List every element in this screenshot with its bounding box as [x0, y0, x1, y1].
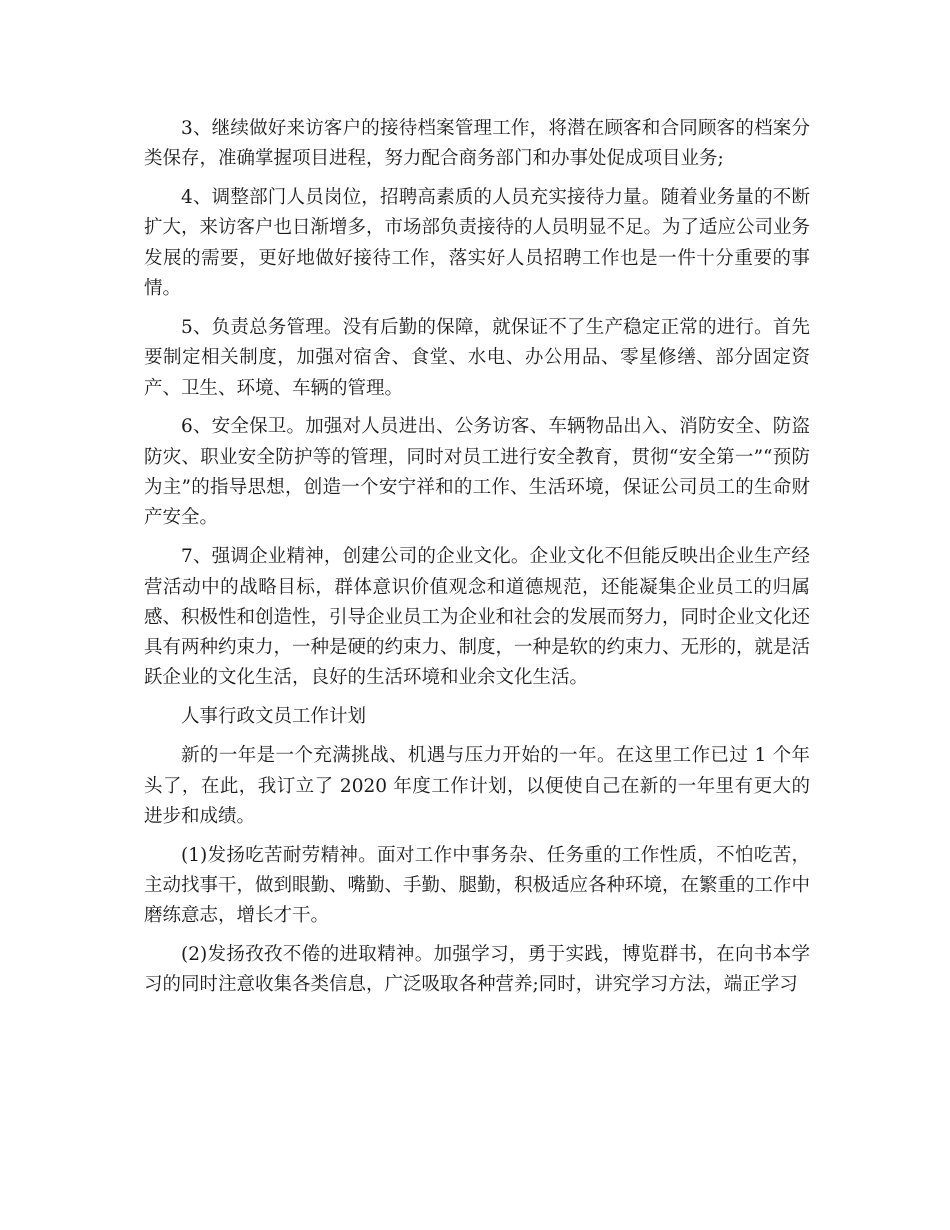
- plan-item-1: (1)发扬吃苦耐劳精神。面对工作中事务杂、任务重的工作性质，不怕吃苦，主动找事干，做到眼勤、嘴勤、手勤、腿勤，积极适应各种环境，在繁重的工作中磨练意志，增长才干。: [144, 844, 811, 927]
- paragraph-item-6: 6、安全保卫。加强对人员进出、公务访客、车辆物品出入、消防安全、防盗防灾、职业安全防护等的管理，同时对员工进行安全教育，贯彻“安全第一”“预防为主”的指导思想，创造一个安宁祥和的工作、生活环境，保证公司员工的生命财产安全。: [144, 416, 810, 529]
- paragraph-item-7: 7、强调企业精神，创建公司的企业文化。企业文化不但能反映出企业生产经营活动中的战略目标，群体意识价值观念和道德规范，还能凝集企业员工的归属感、积极性和创造性，引导企业员工为企业和社会的发展而努力，同时企业文化还具有两种约束力，一种是硬的约束力、制度，一种是软的约束力、无形的，就是活跃企业的文化生活，良好的生活环境和业余文化生活。: [144, 546, 811, 689]
- paragraph-item-4: 4、调整部门人员岗位，招聘高素质的人员充实接待力量。随着业务量的不断扩大，来访客户也日渐增多，市场部负责接待的人员明显不足。为了适应公司业务发展的需要，更好地做好接待工作，落实好人员招聘工作也是一件十分重要的事情。: [144, 187, 811, 300]
- paragraph-item-3: 3、继续做好来访客户的接待档案管理工作，将潜在顾客和合同顾客的档案分类保存，准确掌握项目进程，努力配合商务部门和办事处促成项目业务;: [144, 118, 810, 170]
- plan-item-2: (2)发扬孜孜不倦的进取精神。加强学习，勇于实践，博览群书，在向书本学习的同时注意收集各类信息，广泛吸取各种营养;同时，讲究学习方法，端正学习: [144, 944, 810, 996]
- document-body: [144, 114, 810, 1009]
- intro-paragraph: 新的一年是一个充满挑战、机遇与压力开始的一年。在这里工作已过 1 个年头了，在此，我订立了 2020 年度工作计划，以便使自己在新的一年里有更大的进步和成绩。: [144, 745, 810, 827]
- paragraph-item-5: 5、负责总务管理。没有后勤的保障，就保证不了生产稳定正常的进行。首先要制定相关制度，加强对宿舍、食堂、水电、办公用品、零星修缮、部分固定资产、卫生、环境、车辆的管理。: [144, 316, 810, 399]
- section-heading: 人事行政文员工作计划: [181, 706, 367, 728]
